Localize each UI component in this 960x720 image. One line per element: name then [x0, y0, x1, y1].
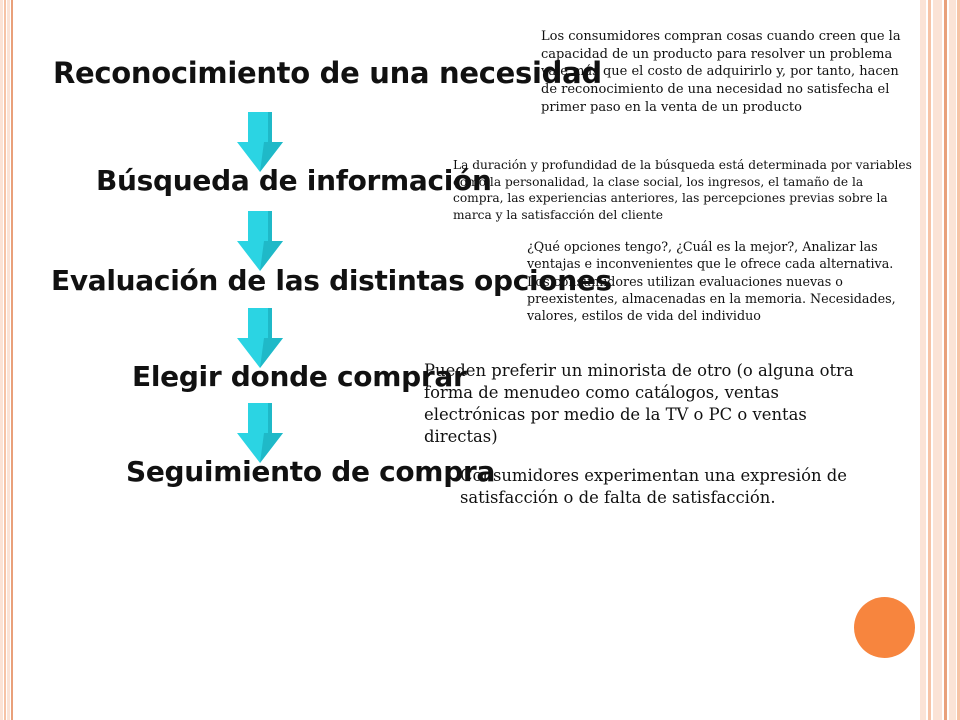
- stage-evaluation: Evaluación de las distintas opciones: [51, 264, 612, 297]
- note-where-to-buy: Pueden preferir un minorista de otro (o alguna otra forma de menudeo como catálogos, ventas electrónicas por medio de la TV o PC o ventas directas): [424, 361, 854, 447]
- stage-need-recognition: Reconocimiento de una necesidad: [53, 56, 602, 90]
- left-border-stripes: [0, 0, 16, 720]
- note-evaluation: [527, 238, 917, 324]
- flow-arrow-1: [237, 112, 283, 172]
- flow-arrow-4: [237, 403, 283, 463]
- note-evaluation-line-1: ¿Qué opciones tengo?, ¿Cuál es la mejor?, Analizar las ventajas e inconvenientes que le ofrece cada alternativa.: [527, 239, 894, 272]
- stage-follow-up: Seguimiento de compra: [126, 455, 496, 488]
- flow-arrow-2: [237, 211, 283, 271]
- note-need-recognition: Los consumidores compran cosas cuando creen que la capacidad de un producto para resolver un problema vale más que el costo de adquirirlo y, por tanto, hacen de reconocimiento de una necesidad no satisfecha el primer paso en la venta de un producto: [541, 29, 901, 115]
- right-border-stripes: [920, 0, 960, 720]
- orange-circle-decoration: [854, 597, 915, 658]
- note-evaluation-line-2: Los consumidores utilizan evaluaciones nuevas o preexistentes, almacenadas en la memoria. Necesidades, valores, estilos de vida del individuo: [527, 273, 896, 324]
- note-information-search: La duración y profundidad de la búsqueda está determinada por variables como la personalidad, la clase social, los ingresos, el tamaño de la compra, las experiencias anteriores, las percepciones previas sobre la marca y la satisfacción del cliente: [453, 158, 912, 222]
- flow-arrow-3: [237, 308, 283, 368]
- note-follow-up: Consumidores experimentan una expresión de satisfacción o de falta de satisfacción.: [460, 466, 847, 508]
- stage-information-search: Búsqueda de información: [96, 164, 492, 197]
- stage-where-to-buy: Elegir donde comprar: [132, 360, 467, 393]
